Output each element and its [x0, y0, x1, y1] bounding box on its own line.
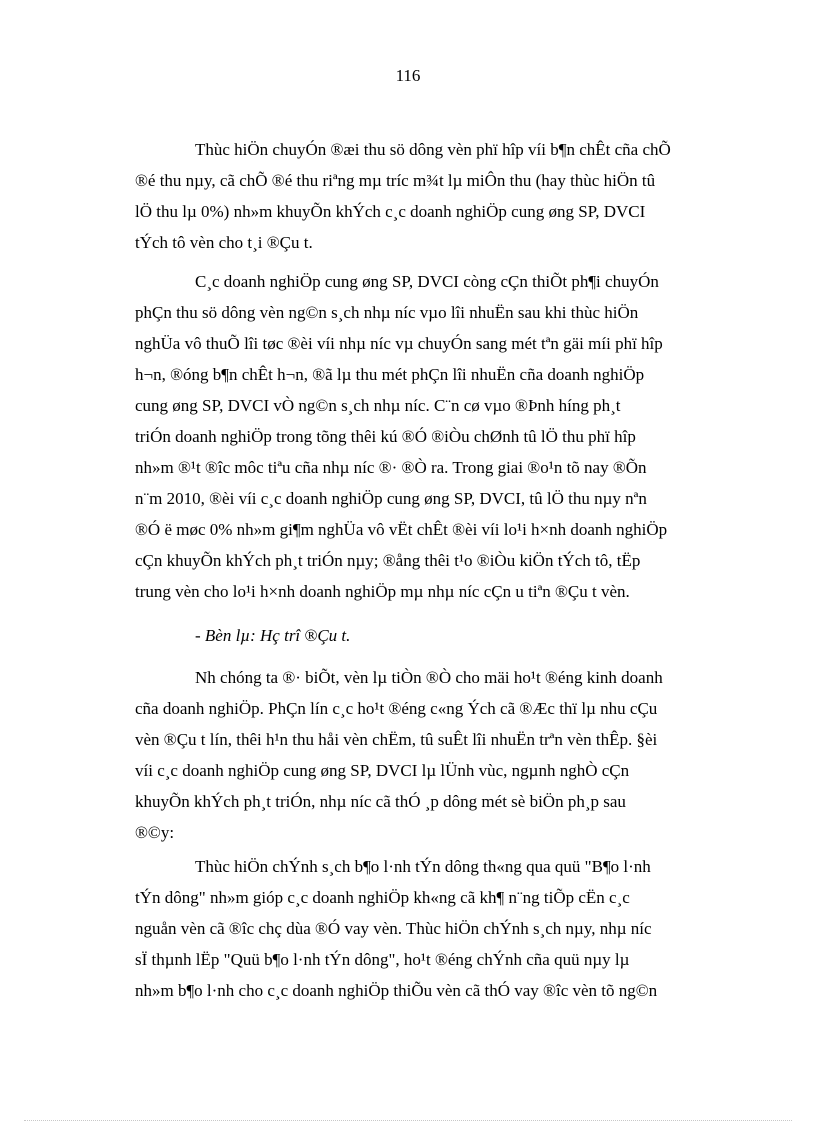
section-heading: [135, 620, 767, 651]
paragraph-line: tÝch tô vèn cho t¸i ®Çu t.: [135, 233, 313, 252]
paragraph-line: nghÜa vô thuÕ lîi tøc ®èi víi nhµ níc vµ chuyÓn sang mét tªn gäi míi phï hîp: [135, 334, 663, 353]
paragraph-line: cÇn khuyÕn khÝch ph¸t triÓn nµy; ®ång thêi t¹o ®iÒu kiÖn tÝch tô, tËp: [135, 551, 641, 570]
paragraph-line: víi c¸c doanh nghiÖp cung øng SP, DVCI lµ lÜnh vùc, ngµnh nghÒ cÇn: [135, 761, 630, 780]
paragraph-line: lÖ thu lµ 0%) nh»m khuyÕn khÝch c¸c doanh nghiÖp cung øng SP, DVCI: [135, 202, 646, 221]
paragraph-line: nh»m ®¹t ®îc môc tiªu cña nhµ níc ®· ®Ò ra. Trong giai ®o¹n tõ nay ®Õn: [135, 458, 647, 477]
paragraph-line: nguån vèn cã ®îc chç dùa ®Ó vay vèn. Thùc hiÖn chÝnh s¸ch nµy, nhµ níc: [135, 919, 652, 938]
paragraph-line: cung øng SP, DVCI vÒ ng©n s¸ch nhµ níc. C¨n cø vµo ®Þnh híng ph¸t: [135, 396, 621, 415]
paragraph-line: vèn ®Çu t lín, thêi h¹n thu håi vèn chËm, tû suÊt lîi nhuËn trªn vèn thÊp. §èi: [135, 730, 658, 749]
paragraph-2: [135, 266, 767, 607]
paragraph-line: tÝn dông" nh»m gióp c¸c doanh nghiÖp kh«ng cã kh¶ n¨ng tiÕp cËn c¸c: [135, 888, 630, 907]
paragraph-line: nh»m b¶o l·nh cho c¸c doanh nghiÖp thiÕu vèn cã thÓ vay ®îc vèn tõ ng©n: [135, 981, 658, 1000]
page-number: 116: [395, 66, 421, 85]
paragraph-1: [135, 134, 767, 258]
paragraph-line: C¸c doanh nghiÖp cung øng SP, DVCI còng cÇn thiÕt ph¶i chuyÓn: [195, 272, 659, 291]
paragraph-line: Thùc hiÖn chÝnh s¸ch b¶o l·nh tÝn dông th«ng qua quü "B¶o l·nh: [195, 857, 651, 876]
paragraph-line: khuyÕn khÝch ph¸t triÓn, nhµ níc cã thÓ ¸p dông mét sè biÖn ph¸p sau: [135, 792, 626, 811]
section-heading-text: - Bèn lµ: Hç trî ®Çu t.: [195, 626, 351, 645]
paragraph-3: [135, 662, 767, 848]
paragraph-line: ®é thu nµy, cã chÕ ®é thu riªng mµ tríc m¾t lµ miÔn thu (hay thùc hiÖn tû: [135, 171, 656, 190]
paragraph-line: triÓn doanh nghiÖp trong tõng thêi kú ®Ó ®iÒu chØnh tû lÖ thu phï hîp: [135, 427, 636, 446]
paragraph-4: [135, 851, 767, 1006]
page-bottom-divider: [24, 1120, 792, 1121]
paragraph-line: Thùc hiÖn chuyÓn ®æi thu sö dông vèn phï hîp víi b¶n chÊt cña chÕ: [195, 140, 671, 159]
paragraph-line: ®©y:: [135, 823, 175, 842]
paragraph-line: cña doanh nghiÖp. PhÇn lín c¸c ho¹t ®éng c«ng Ých cã ®Æc thï lµ nhu cÇu: [135, 699, 658, 718]
paragraph-line: n¨m 2010, ®èi víi c¸c doanh nghiÖp cung øng SP, DVCI, tû lÖ thu nµy nªn: [135, 489, 647, 508]
paragraph-line: Nh chóng ta ®· biÕt, vèn lµ tiÒn ®Ò cho mäi ho¹t ®éng kinh doanh: [195, 668, 663, 687]
paragraph-line: trung vèn cho lo¹i h×nh doanh nghiÖp mµ nhµ níc cÇn u tiªn ®Çu t vèn.: [135, 582, 630, 601]
paragraph-line: ®Ó ë møc 0% nh»m gi¶m nghÜa vô vËt chÊt ®èi víi lo¹i h×nh doanh nghiÖp: [135, 520, 668, 539]
paragraph-line: h¬n, ®óng b¶n chÊt h¬n, ®ã lµ thu mét phÇn lîi nhuËn cña doanh nghiÖp: [135, 365, 645, 384]
paragraph-line: phÇn thu sö dông vèn ng©n s¸ch nhµ níc vµo lîi nhuËn sau khi thùc hiÖn: [135, 303, 639, 322]
paragraph-line: sÏ thµnh lËp "Quü b¶o l·nh tÝn dông", ho¹t ®éng chÝnh cña quü nµy lµ: [135, 950, 630, 969]
